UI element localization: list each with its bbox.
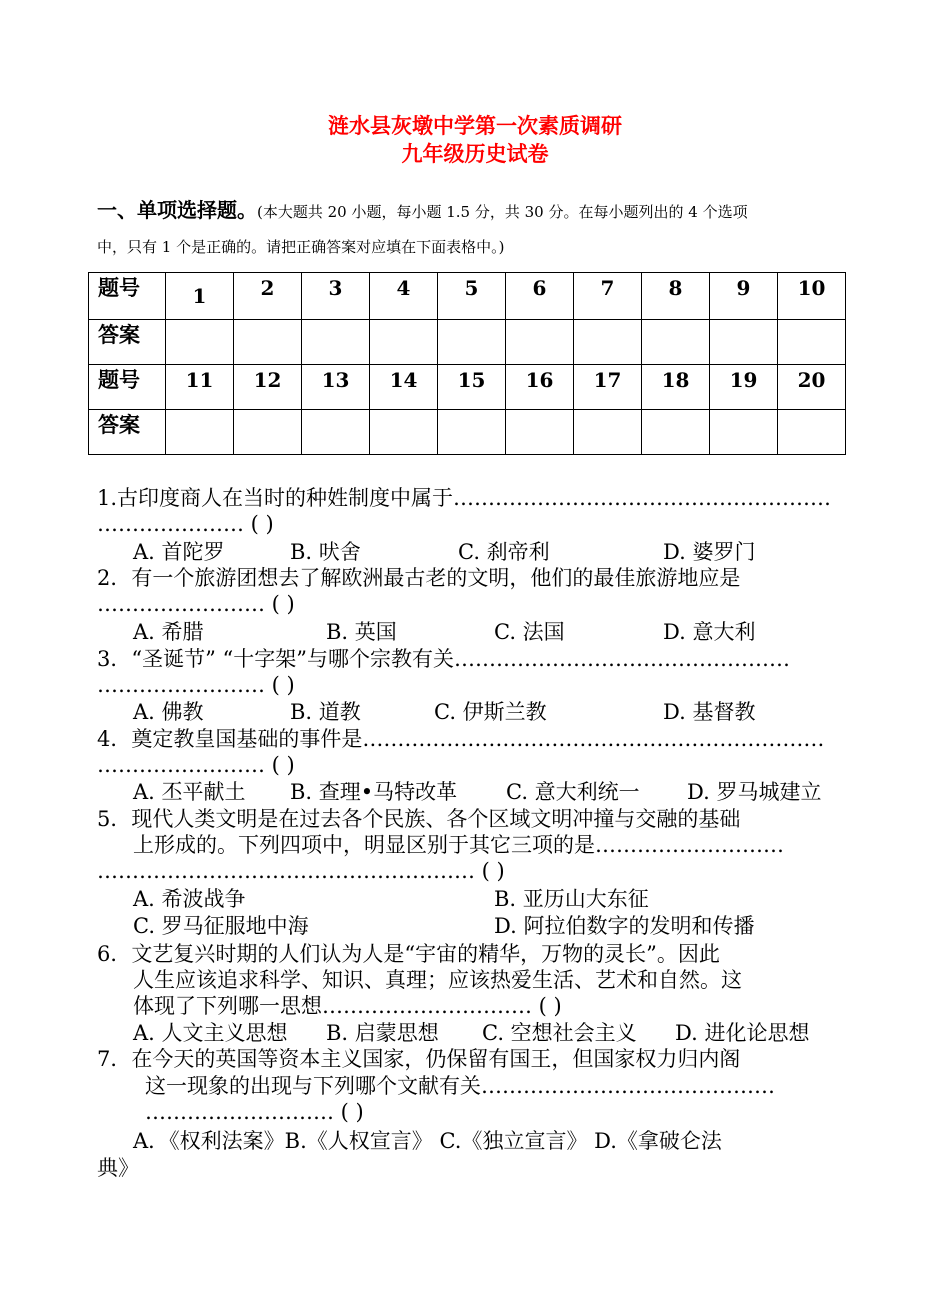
question-3-option-d: D. 基督教: [663, 700, 756, 724]
answer-cell[interactable]: [642, 410, 710, 455]
number-cell: 14: [370, 365, 438, 410]
answer-cell[interactable]: [438, 320, 506, 365]
question-1-option-c: C. 刹帝利: [458, 540, 550, 564]
number-cell: 8: [642, 273, 710, 320]
answer-cell[interactable]: [438, 410, 506, 455]
answer-cell[interactable]: [778, 320, 846, 365]
number-cell: 7: [574, 273, 642, 320]
answer-cell[interactable]: [778, 410, 846, 455]
question-5-answer-blank: ……………………………………………… ( ): [97, 859, 505, 883]
question-2-option-a: A. 希腊: [133, 620, 204, 644]
number-cell: 13: [302, 365, 370, 410]
number-cell: 4: [370, 273, 438, 320]
number-cell: 12: [234, 365, 302, 410]
question-2-option-c: C. 法国: [494, 620, 565, 644]
answer-cell[interactable]: [710, 320, 778, 365]
label-question-number: 题号: [89, 365, 166, 410]
question-6-option-b: B. 启蒙思想: [326, 1021, 439, 1045]
number-cell: 17: [574, 365, 642, 410]
question-3-option-c: C. 伊斯兰教: [434, 700, 547, 724]
question-2-option-d: D. 意大利: [663, 620, 756, 644]
question-6-stem-line2: 人生应该追求科学、知识、真理；应该热爱生活、艺术和自然。这: [133, 968, 742, 992]
number-cell: 20: [778, 365, 846, 410]
question-2-answer-blank: …………………… ( ): [97, 592, 295, 616]
answer-cell[interactable]: [506, 320, 574, 365]
question-6-option-a: A. 人文主义思想: [133, 1021, 288, 1045]
question-7-answer-blank: ……………………… ( ): [145, 1100, 364, 1124]
question-6-stem-line1: 6．文艺复兴时期的人们认为人是“宇宙的精华，万物的灵长”。因此: [97, 942, 720, 966]
number-cell: 9: [710, 273, 778, 320]
number-cell: 3: [302, 273, 370, 320]
number-cell: 15: [438, 365, 506, 410]
answer-cell[interactable]: [642, 320, 710, 365]
question-5-stem-line1: 5．现代人类文明是在过去各个民族、各个区域文明冲撞与交融的基础: [97, 807, 741, 831]
number-cell: 1: [166, 273, 234, 320]
table-row-answers-1: [89, 320, 846, 365]
number-cell: 19: [710, 365, 778, 410]
section-heading-line: [97, 194, 748, 223]
number-cell: 16: [506, 365, 574, 410]
question-4-option-d: D. 罗马城建立: [687, 780, 822, 804]
question-1-stem: 1.古印度商人在当时的种姓制度中属于………………………………………………: [97, 486, 832, 510]
question-4-option-a: A. 丕平献土: [133, 780, 246, 804]
number-cell: 5: [438, 273, 506, 320]
label-answer: 答案: [89, 410, 166, 455]
answer-cell[interactable]: [370, 410, 438, 455]
question-3-option-b: B. 道教: [290, 700, 361, 724]
answer-cell[interactable]: [234, 410, 302, 455]
question-1-option-b: B. 吠舍: [290, 540, 361, 564]
question-5-option-b: B. 亚历山大东征: [494, 887, 649, 911]
question-3-option-a: A. 佛教: [133, 700, 204, 724]
question-5-option-c: C. 罗马征服地中海: [133, 914, 309, 938]
table-row-answers-2: [89, 410, 846, 455]
answer-cell[interactable]: [574, 410, 642, 455]
answer-table: [88, 272, 846, 455]
question-6-option-c: C. 空想社会主义: [482, 1021, 637, 1045]
question-3-stem: 3．“圣诞节” “十字架”与哪个宗教有关…………………………………………: [97, 647, 790, 671]
question-6-stem-line3: 体现了下列哪一思想………………………… ( ): [133, 994, 562, 1018]
question-1-answer-blank: ………………… ( ): [97, 512, 274, 536]
number-cell: 6: [506, 273, 574, 320]
question-7-options: A．《权利法案》B.《人权宣言》 C.《独立宣言》 D.《拿破仑法: [133, 1129, 722, 1153]
question-7-options-cont: 典》: [97, 1156, 139, 1180]
question-5-option-a: A. 希波战争: [133, 887, 246, 911]
answer-cell[interactable]: [166, 320, 234, 365]
answer-cell[interactable]: [302, 320, 370, 365]
answer-cell[interactable]: [234, 320, 302, 365]
number-cell: 18: [642, 365, 710, 410]
section-note-part1: (本大题共 20 小题，每小题 1.5 分，共 30 分。在每小题列出的 4 个选项: [257, 203, 748, 221]
section-heading: 一、单项选择题。: [97, 198, 257, 222]
table-row-numbers-2: [89, 365, 846, 410]
answer-cell[interactable]: [506, 410, 574, 455]
exam-title-school: 涟水县灰墩中学第一次素质调研: [328, 113, 622, 138]
question-2-option-b: B. 英国: [326, 620, 397, 644]
number-cell: 10: [778, 273, 846, 320]
answer-cell[interactable]: [574, 320, 642, 365]
number-cell: 2: [234, 273, 302, 320]
question-2-stem: 2．有一个旅游团想去了解欧洲最古老的文明，他们的最佳旅游地应是: [97, 566, 741, 590]
question-3-answer-blank: …………………… ( ): [97, 673, 295, 697]
question-4-stem: 4．奠定教皇国基础的事件是…………………………………………………………: [97, 727, 825, 751]
answer-cell[interactable]: [710, 410, 778, 455]
question-5-stem-line2: 上形成的。下列四项中，明显区别于其它三项的是………………………: [133, 833, 784, 857]
question-4-option-b: B. 查理•马特改革: [290, 780, 458, 804]
label-question-number: 题号: [89, 273, 166, 320]
question-7-stem-line2: 这一现象的出现与下列哪个文献有关……………………………………: [145, 1074, 775, 1098]
question-4-answer-blank: …………………… ( ): [97, 753, 295, 777]
exam-title-subject: 九年级历史试卷: [401, 141, 549, 166]
question-5-option-d: D. 阿拉伯数字的发明和传播: [494, 914, 755, 938]
label-answer: 答案: [89, 320, 166, 365]
section-note-part2: 中，只有 1 个是正确的。请把正确答案对应填在下面表格中。): [97, 238, 505, 256]
answer-cell[interactable]: [166, 410, 234, 455]
answer-cell[interactable]: [370, 320, 438, 365]
table-row-numbers-1: [89, 273, 846, 320]
answer-cell[interactable]: [302, 410, 370, 455]
question-1-option-d: D. 婆罗门: [663, 540, 756, 564]
number-cell: 11: [166, 365, 234, 410]
question-6-option-d: D. 进化论思想: [675, 1021, 810, 1045]
question-4-option-c: C. 意大利统一: [506, 780, 640, 804]
question-7-stem-line1: 7．在今天的英国等资本主义国家，仍保留有国王，但国家权力归内阁: [97, 1047, 741, 1071]
question-1-option-a: A. 首陀罗: [133, 540, 225, 564]
